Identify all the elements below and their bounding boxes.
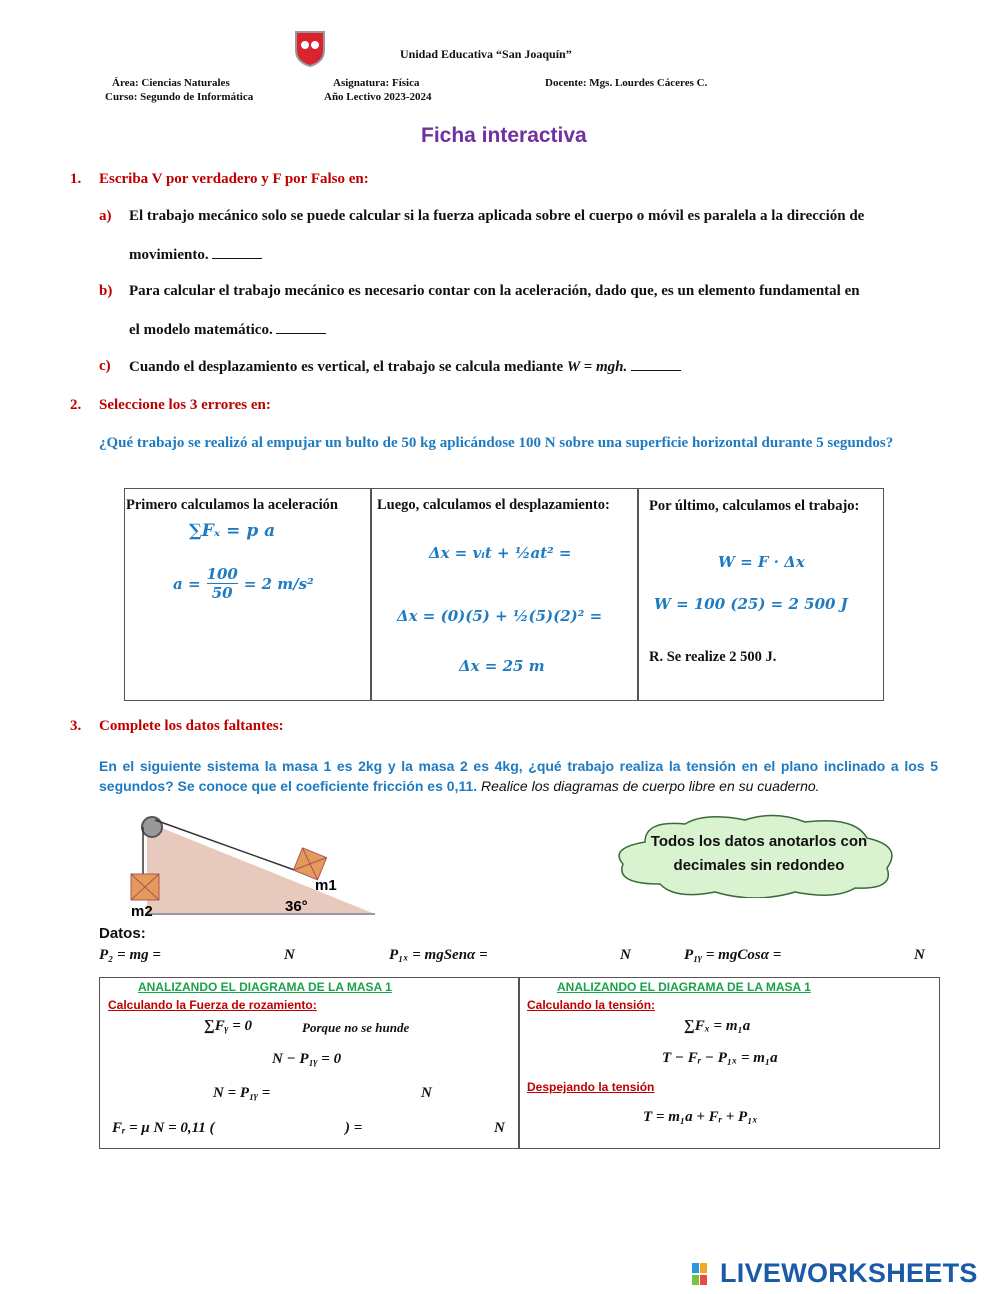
item-letter: a): [99, 208, 112, 224]
sum-fy-formula: ∑Fᵧ = 0: [204, 1018, 252, 1034]
step2-formula-1: Δx = vᵢt + ½at² =: [429, 544, 572, 562]
q1c-text: [129, 358, 681, 376]
m1-label: m1: [315, 877, 337, 894]
cloud-note: Todos los datos anotarlos con decimales sin redondeo: [650, 833, 868, 874]
step2-cell[interactable]: [370, 488, 639, 701]
pulley-icon: [142, 817, 162, 837]
friction-analysis-box: [99, 977, 520, 1149]
denominator: 50: [211, 584, 233, 602]
liveworksheets-brand: LIVEWORKSHEETS: [720, 1258, 978, 1288]
fraction: [207, 565, 238, 602]
p2-formula: P₂ = mg =: [99, 947, 161, 963]
step3-cell[interactable]: [637, 488, 884, 701]
right-subheading: Calculando la tensión:: [527, 998, 656, 1012]
q3-problem-text: En el siguiente sistema la masa 1 es 2kg y la masa 2 es 4kg, ¿qué trabajo realiza la tensión en el plano inclinado a los 5 segundos? Se conoce que el coeficiente fricción es 0,11.: [99, 758, 938, 794]
item-letter: b): [99, 283, 113, 299]
m2-label: m2: [131, 903, 153, 918]
page-title: Ficha interactiva: [421, 124, 587, 147]
friction-unit: N: [494, 1120, 505, 1136]
step2-formula-3: Δx = 25 m: [459, 657, 545, 675]
q1-number: 1.: [70, 171, 82, 187]
right-heading: ANALIZANDO EL DIAGRAMA DE LA MASA 1: [557, 980, 811, 994]
normal-unit: N: [421, 1085, 432, 1101]
q1b-text-2: [129, 321, 326, 339]
p1x-unit: N: [620, 947, 631, 963]
q1c-formula: W = mgh.: [566, 359, 628, 375]
course-label: Curso: Segundo de Informática: [105, 91, 254, 103]
q1a-text-2: [129, 246, 262, 264]
q1b-answer-blank[interactable]: [276, 321, 326, 334]
accel-rhs: = 2 m/s²: [243, 574, 314, 593]
q2-number: 2.: [70, 397, 82, 413]
friction-normal-input[interactable]: [262, 1118, 342, 1138]
p1y-formula: P₁ᵧ = mgCosα =: [684, 947, 782, 963]
normal-balance-formula: N − P₁ᵧ = 0: [272, 1051, 342, 1067]
q1a-line2: movimiento.: [129, 247, 209, 263]
tension-formula: T = m₁a + Fᵣ + P₁ₓ: [643, 1109, 758, 1125]
year-label: Año Lectivo 2023-2024: [324, 91, 432, 103]
normal-input[interactable]: [315, 1083, 415, 1103]
q3-problem: [99, 756, 938, 796]
step1-heading: Primero calculamos la aceleración: [126, 497, 338, 513]
school-crest-icon: [292, 28, 328, 68]
step3-answer: R. Se realize 2 500 J.: [649, 649, 777, 665]
left-heading: ANALIZANDO EL DIAGRAMA DE LA MASA 1: [138, 980, 392, 994]
mass-1-block: [293, 848, 326, 880]
q2-problem: ¿Qué trabajo se realizó al empujar un bulto de 50 kg aplicándose 100 N sobre una superficie horizontal durante 5 segundos?: [99, 435, 894, 451]
q2-instruction: Seleccione los 3 errores en:: [99, 397, 271, 413]
subject-label: Asignatura: Física: [333, 77, 420, 89]
p1x-formula: P₁ₓ = mgSenα =: [389, 947, 488, 963]
q1-instruction: Escriba V por verdadero y F por Falso en:: [99, 171, 369, 187]
right-subheading-2: Despejando la tensión: [527, 1080, 655, 1094]
q1c-answer-blank[interactable]: [631, 358, 681, 371]
q1a-text: El trabajo mecánico solo se puede calcular si la fuerza aplicada sobre el cuerpo o móvil es paralela a la dirección de: [129, 208, 865, 224]
accel-lhs: a =: [173, 574, 201, 593]
school-name: Unidad Educativa “San Joaquín”: [400, 47, 572, 61]
liveworksheets-logo-icon: [692, 1263, 716, 1285]
left-subheading: Calculando la Fuerza de rozamiento:: [108, 998, 317, 1012]
angle-label: 36°: [285, 898, 308, 915]
tension-analysis-box: [518, 977, 940, 1149]
q3-number: 3.: [70, 718, 82, 734]
step3-heading: Por último, calculamos el trabajo:: [649, 498, 860, 514]
numerator: 100: [206, 565, 238, 583]
datos-label: Datos:: [99, 925, 146, 942]
q3-note: Realice los diagramas de cuerpo libre en su cuaderno.: [481, 778, 820, 794]
friction-formula: Fᵣ = μ N = 0,11 (: [112, 1120, 215, 1136]
area-label: Área: Ciencias Naturales: [112, 77, 230, 89]
q3-instruction: Complete los datos faltantes:: [99, 718, 284, 734]
p1y-input[interactable]: [820, 947, 910, 965]
step1-formula-sum: ∑Fₓ = p a: [189, 521, 276, 541]
liveworksheets-logo: [692, 1258, 978, 1289]
q1c-line1: Cuando el desplazamiento es vertical, el trabajo se calcula mediante: [129, 359, 564, 375]
item-letter: c): [99, 358, 111, 374]
p2-input[interactable]: [190, 947, 280, 965]
step3-formula-2: W = 100 (25) = 2 500 J: [654, 595, 848, 613]
q1b-line2: el modelo matemático.: [129, 322, 273, 338]
inclined-plane-diagram: [125, 812, 380, 918]
step3-formula-1: W = F · Δx: [718, 553, 805, 571]
step1-formula-accel: [173, 565, 314, 602]
p1y-unit: N: [914, 947, 925, 963]
sum-fy-note: Porque no se hunde: [302, 1020, 410, 1035]
q1a-answer-blank[interactable]: [212, 246, 262, 259]
p1x-input[interactable]: [525, 947, 615, 965]
teacher-label: Docente: Mgs. Lourdes Cáceres C.: [545, 77, 708, 89]
tension-balance-formula: T − Fᵣ − P₁ₓ = m₁a: [662, 1050, 778, 1066]
step2-formula-2: Δx = (0)(5) + ½(5)(2)² =: [397, 607, 603, 625]
step2-heading: Luego, calculamos el desplazamiento:: [377, 497, 610, 513]
normal-formula: N = P₁ᵧ =: [213, 1085, 271, 1101]
step1-cell[interactable]: [124, 488, 372, 701]
friction-result-input[interactable]: [385, 1118, 485, 1138]
q1b-text: Para calcular el trabajo mecánico es necesario contar con la aceleración, dado que, es un elemento fundamental en: [129, 283, 860, 299]
datos-text: Datos: [99, 925, 141, 942]
p2-unit: N: [284, 947, 295, 963]
sum-fx-formula: ∑Fₓ = m₁a: [684, 1018, 751, 1034]
friction-equals: ) =: [345, 1120, 363, 1136]
